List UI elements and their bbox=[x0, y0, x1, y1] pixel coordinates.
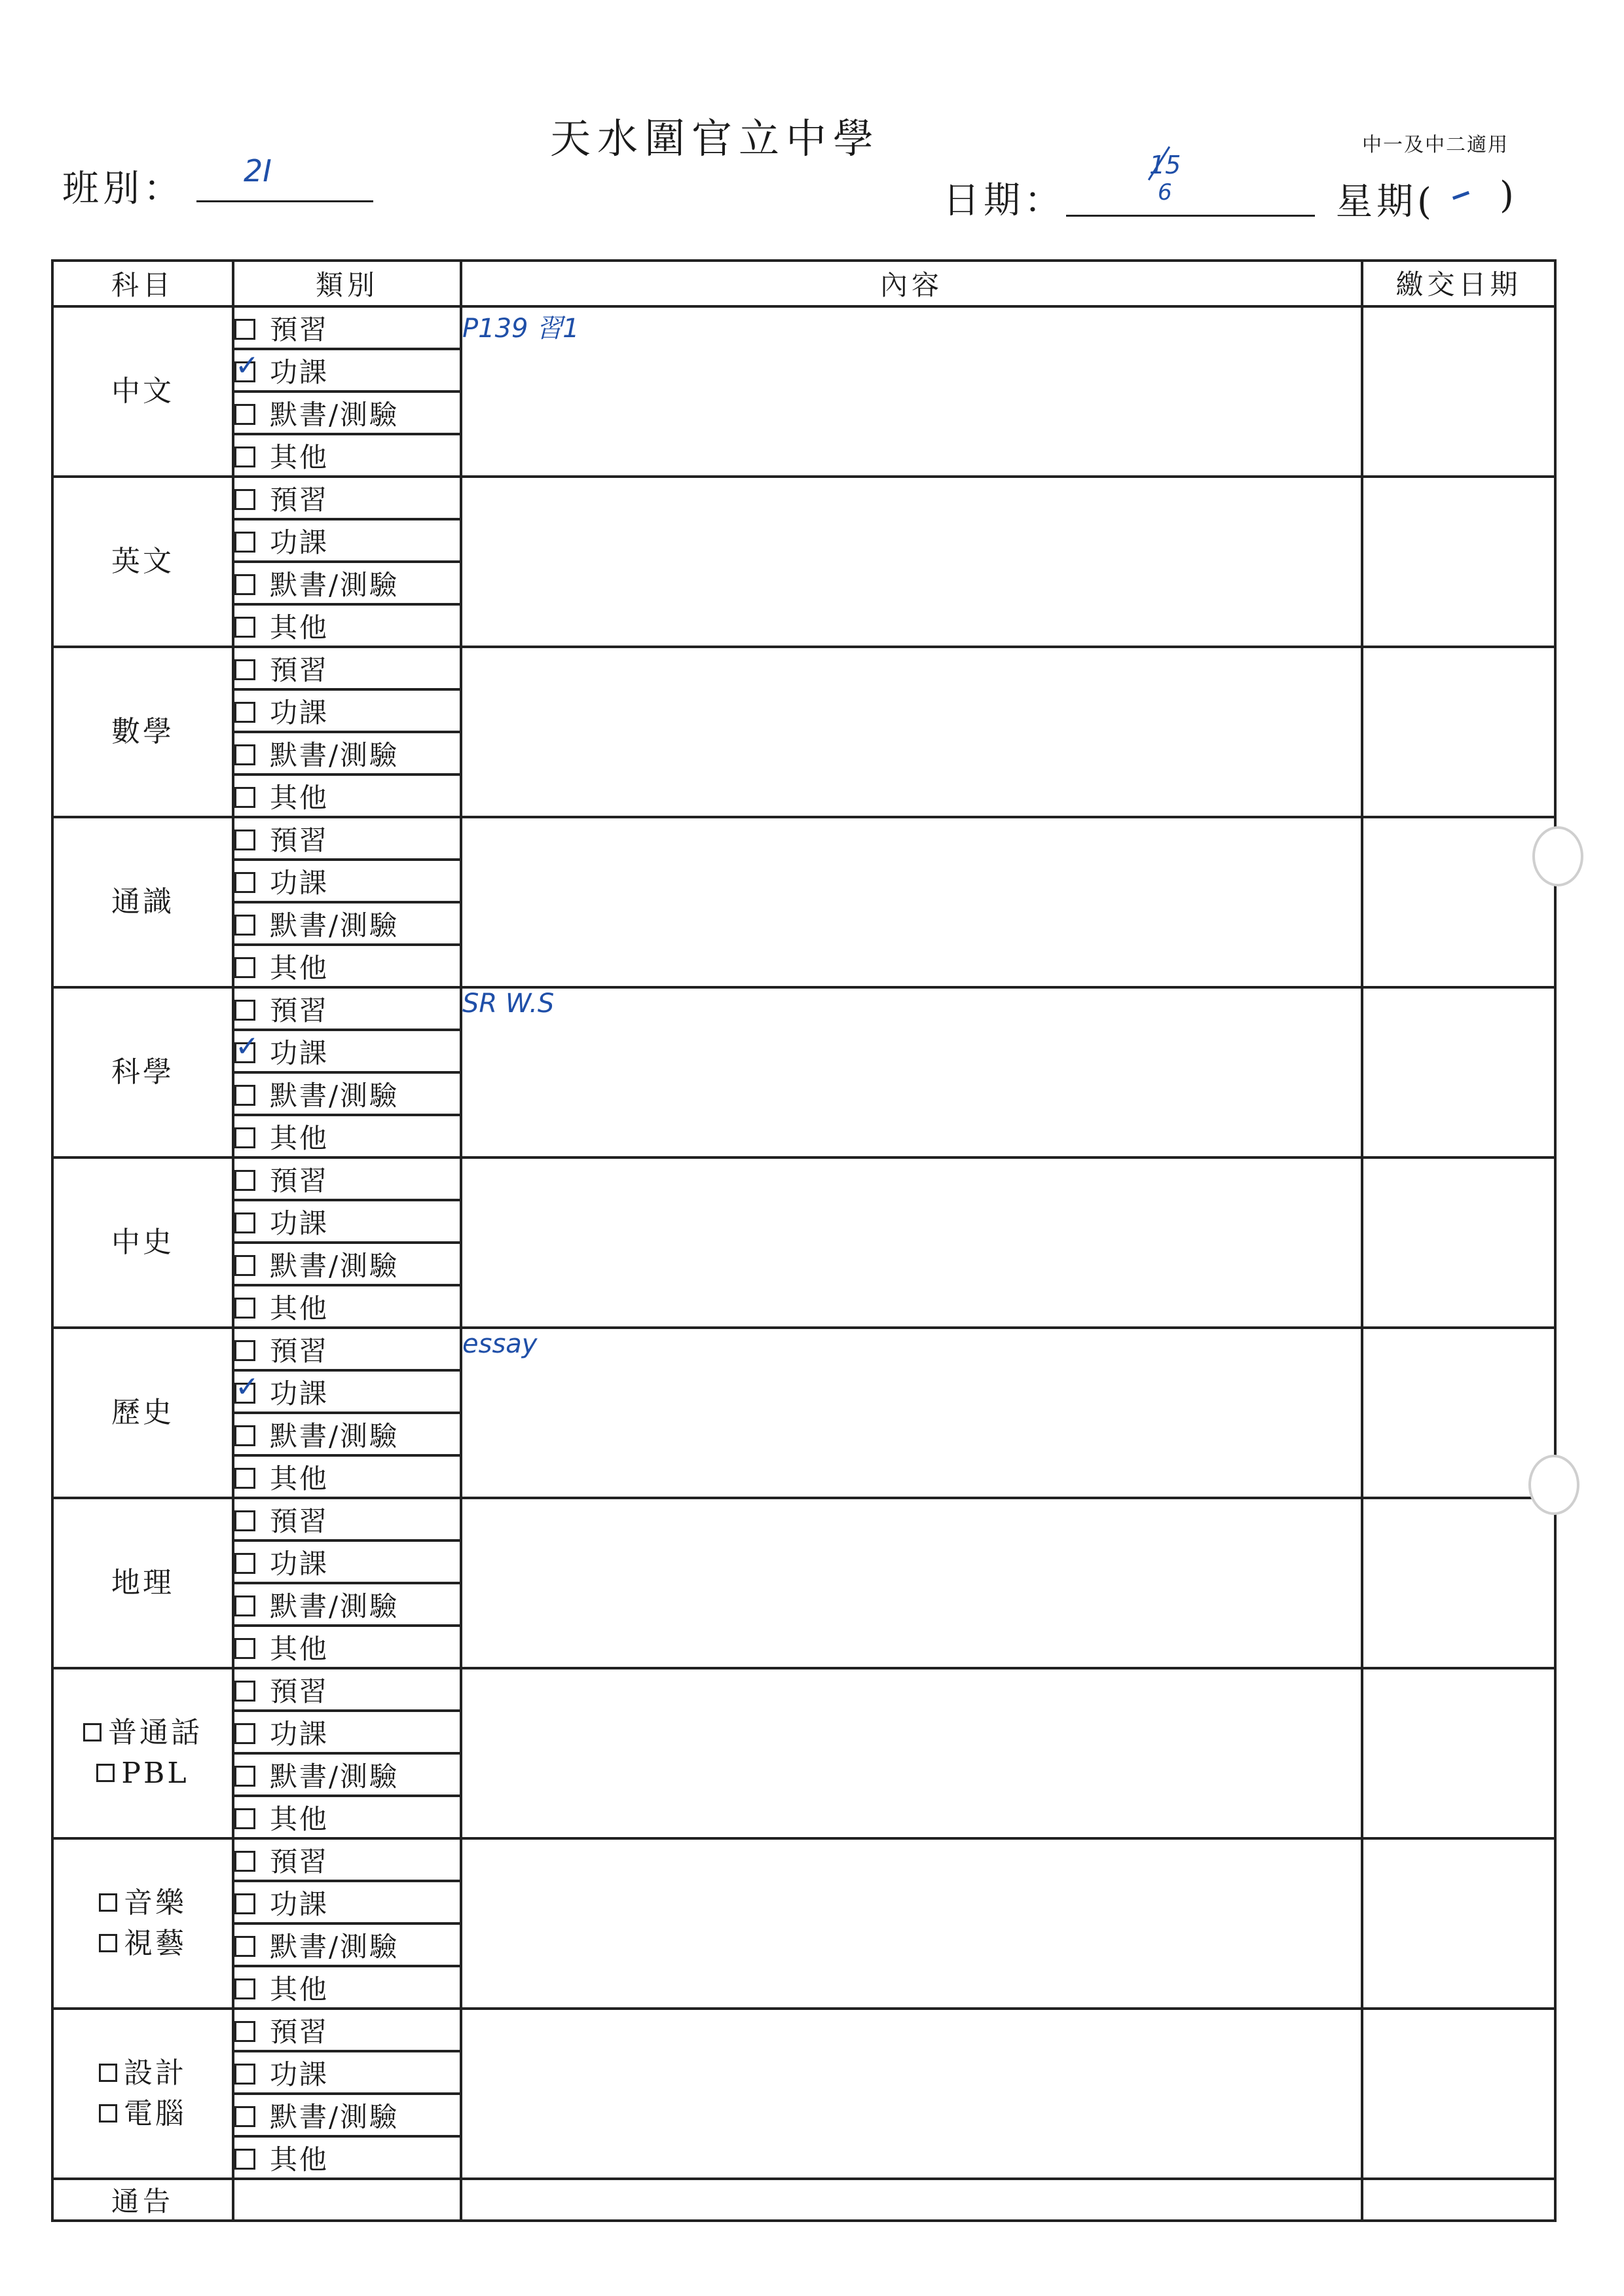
subject-name: 中文 bbox=[111, 374, 174, 408]
subject-option-checkbox[interactable] bbox=[96, 1764, 115, 1782]
category-label: 其他 bbox=[270, 1292, 329, 1324]
category-cell[interactable] bbox=[233, 1072, 461, 1115]
category-checkbox[interactable] bbox=[234, 1893, 255, 1914]
category-checkbox[interactable] bbox=[234, 829, 255, 850]
category-cell[interactable] bbox=[233, 1030, 461, 1072]
subject-option-label: PBL bbox=[121, 1757, 189, 1790]
category-cell[interactable] bbox=[233, 987, 461, 1030]
category-label: 功課 bbox=[270, 866, 329, 899]
category-cell[interactable] bbox=[233, 392, 461, 434]
category-label: 其他 bbox=[270, 951, 329, 984]
category-checkbox[interactable] bbox=[234, 1212, 255, 1233]
due-date-cell[interactable] bbox=[1362, 477, 1555, 647]
content-cell[interactable] bbox=[461, 1328, 1362, 1498]
category-checkbox[interactable] bbox=[234, 1085, 255, 1106]
header-category: 類別 bbox=[233, 261, 461, 306]
category-cell[interactable] bbox=[233, 817, 461, 860]
notice-due-cell[interactable] bbox=[1362, 2179, 1555, 2221]
category-checkbox[interactable] bbox=[234, 787, 255, 808]
category-cell[interactable] bbox=[233, 1243, 461, 1285]
category-cell[interactable] bbox=[233, 349, 461, 392]
category-checkbox[interactable] bbox=[234, 404, 255, 425]
category-checkbox[interactable] bbox=[234, 1425, 255, 1446]
category-label: 預習 bbox=[270, 1504, 329, 1537]
class-field-line bbox=[196, 200, 373, 202]
category-label: 其他 bbox=[270, 1802, 329, 1835]
table-row bbox=[52, 2009, 1555, 2051]
category-cell[interactable] bbox=[233, 774, 461, 817]
category-checkbox[interactable] bbox=[234, 1298, 255, 1319]
category-checkbox[interactable] bbox=[234, 1468, 255, 1489]
category-checkbox[interactable] bbox=[234, 2064, 255, 2085]
category-cell[interactable] bbox=[233, 1796, 461, 1838]
content-note: P139 習1 bbox=[462, 314, 580, 344]
subject-option[interactable] bbox=[54, 1713, 232, 1753]
category-checkbox[interactable] bbox=[234, 1000, 255, 1021]
category-cell[interactable] bbox=[233, 1626, 461, 1668]
category-label: 預習 bbox=[270, 1334, 329, 1367]
category-cell[interactable] bbox=[233, 1583, 461, 1626]
category-checkbox[interactable] bbox=[234, 2106, 255, 2127]
category-cell[interactable] bbox=[233, 434, 461, 477]
header-content: 內容 bbox=[461, 261, 1362, 306]
category-label: 預習 bbox=[270, 653, 329, 686]
category-label: 功課 bbox=[270, 526, 329, 558]
due-date-cell[interactable] bbox=[1362, 1328, 1555, 1498]
content-note: SR W.S bbox=[462, 989, 555, 1019]
category-cell[interactable] bbox=[233, 1838, 461, 1881]
subject-option-label: 電腦 bbox=[124, 2097, 187, 2130]
punch-hole bbox=[1528, 1455, 1579, 1515]
category-checkbox[interactable] bbox=[234, 1595, 255, 1616]
category-cell[interactable] bbox=[233, 1540, 461, 1583]
category-checkbox[interactable] bbox=[234, 659, 255, 680]
subject-name: 英文 bbox=[111, 545, 174, 578]
category-cell[interactable] bbox=[233, 945, 461, 987]
content-cell[interactable] bbox=[461, 2009, 1362, 2179]
subject-cell bbox=[52, 2009, 233, 2179]
subject-cell bbox=[52, 987, 233, 1157]
school-title: 天水圍官立中學 bbox=[550, 115, 881, 162]
subject-name: 歷史 bbox=[111, 1396, 174, 1429]
category-cell[interactable] bbox=[233, 1413, 461, 1455]
category-checkbox[interactable] bbox=[234, 2021, 255, 2042]
category-label: 默書/測驗 bbox=[270, 1249, 399, 1282]
subject-cell bbox=[52, 477, 233, 647]
subject-name: 中史 bbox=[111, 1226, 174, 1259]
category-cell[interactable] bbox=[233, 860, 461, 902]
subject-cell bbox=[52, 1157, 233, 1328]
due-date-cell[interactable] bbox=[1362, 1498, 1555, 1668]
date-day-value[interactable]: 15 bbox=[1149, 151, 1181, 179]
subject-option-label: 普通話 bbox=[108, 1716, 202, 1749]
category-label: 默書/測驗 bbox=[270, 2100, 399, 2133]
subject-option[interactable] bbox=[54, 2094, 232, 2134]
subject-name: 地理 bbox=[111, 1566, 174, 1599]
category-label: 默書/測驗 bbox=[270, 1419, 399, 1452]
category-checkbox[interactable] bbox=[234, 319, 255, 340]
category-label: 預習 bbox=[270, 2015, 329, 2048]
category-checkbox[interactable] bbox=[234, 1723, 255, 1744]
category-label: 功課 bbox=[270, 355, 329, 388]
category-checkbox[interactable] bbox=[234, 1170, 255, 1191]
category-label: 功課 bbox=[270, 1887, 329, 1920]
category-cell[interactable] bbox=[233, 902, 461, 945]
due-date-cell[interactable] bbox=[1362, 987, 1555, 1157]
category-label: 其他 bbox=[270, 611, 329, 644]
category-label: 預習 bbox=[270, 483, 329, 516]
category-label: 預習 bbox=[270, 994, 329, 1027]
category-cell[interactable] bbox=[233, 477, 461, 519]
category-label: 其他 bbox=[270, 781, 329, 814]
table-row bbox=[52, 1838, 1555, 1881]
category-label: 其他 bbox=[270, 441, 329, 473]
subject-option-checkbox[interactable] bbox=[99, 1934, 117, 1952]
content-cell[interactable] bbox=[461, 477, 1362, 647]
category-cell[interactable] bbox=[233, 1285, 461, 1328]
category-checkbox[interactable] bbox=[234, 1808, 255, 1829]
content-cell[interactable] bbox=[461, 306, 1362, 477]
class-label: 班別： bbox=[62, 168, 184, 210]
category-cell[interactable] bbox=[233, 1455, 461, 1498]
category-checkbox[interactable] bbox=[234, 1127, 255, 1148]
category-checkbox[interactable] bbox=[234, 1851, 255, 1872]
category-cell[interactable] bbox=[233, 1923, 461, 1966]
category-cell[interactable] bbox=[233, 519, 461, 562]
category-cell[interactable] bbox=[233, 1753, 461, 1796]
subject-cell bbox=[52, 647, 233, 817]
table-row bbox=[52, 647, 1555, 689]
category-label: 預習 bbox=[270, 313, 329, 346]
table-row bbox=[52, 987, 1555, 1030]
subject-cell bbox=[52, 1838, 233, 2009]
category-checkbox[interactable] bbox=[234, 1255, 255, 1276]
category-checkbox[interactable] bbox=[234, 1383, 255, 1404]
subject-option-checkbox[interactable] bbox=[99, 2064, 117, 2082]
subject-option[interactable] bbox=[54, 1753, 232, 1794]
category-label: 默書/測驗 bbox=[270, 1930, 399, 1963]
category-checkbox[interactable] bbox=[234, 1510, 255, 1531]
subject-option-checkbox[interactable] bbox=[99, 2104, 117, 2123]
category-cell[interactable] bbox=[233, 562, 461, 604]
date-month-value[interactable]: 6 bbox=[1158, 179, 1172, 206]
subject-cell bbox=[52, 817, 233, 987]
content-cell[interactable] bbox=[461, 987, 1362, 1157]
due-date-cell[interactable] bbox=[1362, 647, 1555, 817]
subject-option[interactable] bbox=[54, 1923, 232, 1964]
category-checkbox[interactable] bbox=[234, 1340, 255, 1361]
category-cell[interactable] bbox=[233, 2009, 461, 2051]
category-checkbox[interactable] bbox=[234, 446, 255, 467]
category-cell[interactable] bbox=[233, 1711, 461, 1753]
category-checkbox[interactable] bbox=[234, 1681, 255, 1702]
category-cell[interactable] bbox=[233, 306, 461, 349]
category-cell[interactable] bbox=[233, 1881, 461, 1923]
header-due-date: 繳交日期 bbox=[1362, 261, 1555, 306]
subject-cell bbox=[52, 1668, 233, 1838]
category-cell[interactable] bbox=[233, 1328, 461, 1370]
category-label: 其他 bbox=[270, 1973, 329, 2005]
category-label: 其他 bbox=[270, 1462, 329, 1495]
subject-name: 通識 bbox=[111, 885, 174, 919]
category-cell[interactable] bbox=[233, 1157, 461, 1200]
category-checkbox[interactable] bbox=[234, 702, 255, 723]
category-label: 其他 bbox=[270, 1632, 329, 1665]
subject-cell bbox=[52, 306, 233, 477]
subject-name: 科學 bbox=[111, 1055, 174, 1089]
table-row bbox=[52, 306, 1555, 349]
category-checkbox[interactable] bbox=[234, 915, 255, 936]
category-label: 默書/測驗 bbox=[270, 738, 399, 771]
subject-option-label: 設計 bbox=[124, 2056, 187, 2090]
table-row bbox=[52, 1498, 1555, 1540]
due-date-cell[interactable] bbox=[1362, 306, 1555, 477]
category-cell[interactable] bbox=[233, 2051, 461, 2094]
date-field-line bbox=[1066, 215, 1315, 217]
category-label: 功課 bbox=[270, 1377, 329, 1410]
category-checkbox[interactable] bbox=[234, 2149, 255, 2170]
subject-option[interactable] bbox=[54, 2053, 232, 2094]
content-cell[interactable] bbox=[461, 1668, 1362, 1838]
category-label: 功課 bbox=[270, 1207, 329, 1239]
category-checkbox[interactable] bbox=[234, 872, 255, 893]
table-row bbox=[52, 817, 1555, 860]
due-date-cell[interactable] bbox=[1362, 817, 1555, 987]
table-body bbox=[52, 306, 1555, 2221]
category-cell[interactable] bbox=[233, 1966, 461, 2009]
category-cell[interactable] bbox=[233, 1200, 461, 1243]
due-date-cell[interactable] bbox=[1362, 2009, 1555, 2179]
content-cell[interactable] bbox=[461, 1498, 1362, 1668]
applicable-forms-note: 中一及中二適用 bbox=[1362, 134, 1509, 156]
homework-table bbox=[51, 259, 1557, 2222]
notice-label: 通告 bbox=[52, 2179, 233, 2221]
category-label: 默書/測驗 bbox=[270, 1079, 399, 1112]
category-label: 默書/測驗 bbox=[270, 1590, 399, 1622]
category-checkbox[interactable] bbox=[234, 489, 255, 510]
content-cell[interactable] bbox=[461, 1157, 1362, 1328]
category-label: 預習 bbox=[270, 1164, 329, 1197]
category-checkbox[interactable] bbox=[234, 361, 255, 382]
category-checkbox[interactable] bbox=[234, 1553, 255, 1574]
category-label: 功課 bbox=[270, 1036, 329, 1069]
notice-row bbox=[52, 2179, 1555, 2221]
subject-name: 數學 bbox=[111, 715, 174, 748]
subject-cell bbox=[52, 1328, 233, 1498]
due-date-cell[interactable] bbox=[1362, 1668, 1555, 1838]
category-cell[interactable] bbox=[233, 2094, 461, 2136]
subject-option[interactable] bbox=[54, 1883, 232, 1923]
weekday-label: 星期( bbox=[1336, 181, 1435, 223]
category-checkbox[interactable] bbox=[234, 1042, 255, 1063]
weekday-close-paren: ) bbox=[1500, 174, 1514, 217]
category-cell[interactable] bbox=[233, 2136, 461, 2179]
category-checkbox[interactable] bbox=[234, 1638, 255, 1659]
category-label: 其他 bbox=[270, 2143, 329, 2176]
category-checkbox[interactable] bbox=[234, 1978, 255, 1999]
weekday-value-mark[interactable] bbox=[1452, 191, 1469, 200]
due-date-cell[interactable] bbox=[1362, 1838, 1555, 2009]
category-cell[interactable] bbox=[233, 1115, 461, 1157]
content-cell[interactable] bbox=[461, 817, 1362, 987]
content-cell[interactable] bbox=[461, 647, 1362, 817]
category-checkbox[interactable] bbox=[234, 617, 255, 638]
category-cell[interactable] bbox=[233, 1498, 461, 1540]
category-cell[interactable] bbox=[233, 1668, 461, 1711]
category-checkbox[interactable] bbox=[234, 957, 255, 978]
category-cell[interactable] bbox=[233, 604, 461, 647]
category-label: 預習 bbox=[270, 1845, 329, 1878]
table-row bbox=[52, 1157, 1555, 1200]
category-checkbox[interactable] bbox=[234, 1936, 255, 1957]
date-label: 日期： bbox=[943, 179, 1065, 222]
category-checkbox[interactable] bbox=[234, 1766, 255, 1787]
class-value[interactable]: 2I bbox=[244, 153, 272, 189]
category-label: 其他 bbox=[270, 1121, 329, 1154]
category-checkbox[interactable] bbox=[234, 574, 255, 595]
category-label: 功課 bbox=[270, 696, 329, 729]
category-checkbox[interactable] bbox=[234, 744, 255, 765]
subject-option-label: 音樂 bbox=[124, 1886, 187, 1920]
category-label: 預習 bbox=[270, 824, 329, 856]
subject-option-checkbox[interactable] bbox=[99, 1893, 117, 1912]
category-label: 功課 bbox=[270, 1547, 329, 1580]
header-subject: 科目 bbox=[52, 261, 233, 306]
subject-cell bbox=[52, 1498, 233, 1668]
category-label: 默書/測驗 bbox=[270, 568, 399, 601]
category-label: 預習 bbox=[270, 1675, 329, 1707]
category-cell[interactable] bbox=[233, 1370, 461, 1413]
table-header-row bbox=[52, 261, 1555, 306]
table-row bbox=[52, 1328, 1555, 1370]
category-label: 默書/測驗 bbox=[270, 909, 399, 941]
category-cell[interactable] bbox=[233, 732, 461, 774]
content-note: essay bbox=[462, 1329, 538, 1359]
category-cell[interactable] bbox=[233, 689, 461, 732]
category-checkbox[interactable] bbox=[234, 532, 255, 553]
category-label: 默書/測驗 bbox=[270, 1760, 399, 1793]
notice-content-cell[interactable] bbox=[461, 2179, 1362, 2221]
due-date-cell[interactable] bbox=[1362, 1157, 1555, 1328]
category-label: 功課 bbox=[270, 1717, 329, 1750]
notice-category-cell[interactable] bbox=[233, 2179, 461, 2221]
content-cell[interactable] bbox=[461, 1838, 1362, 2009]
subject-option-label: 視藝 bbox=[124, 1927, 187, 1960]
table-row bbox=[52, 477, 1555, 519]
punch-hole bbox=[1532, 826, 1583, 886]
category-label: 功課 bbox=[270, 2058, 329, 2090]
category-cell[interactable] bbox=[233, 647, 461, 689]
subject-option-checkbox[interactable] bbox=[83, 1723, 101, 1741]
table-row bbox=[52, 1668, 1555, 1711]
category-label: 默書/測驗 bbox=[270, 398, 399, 431]
